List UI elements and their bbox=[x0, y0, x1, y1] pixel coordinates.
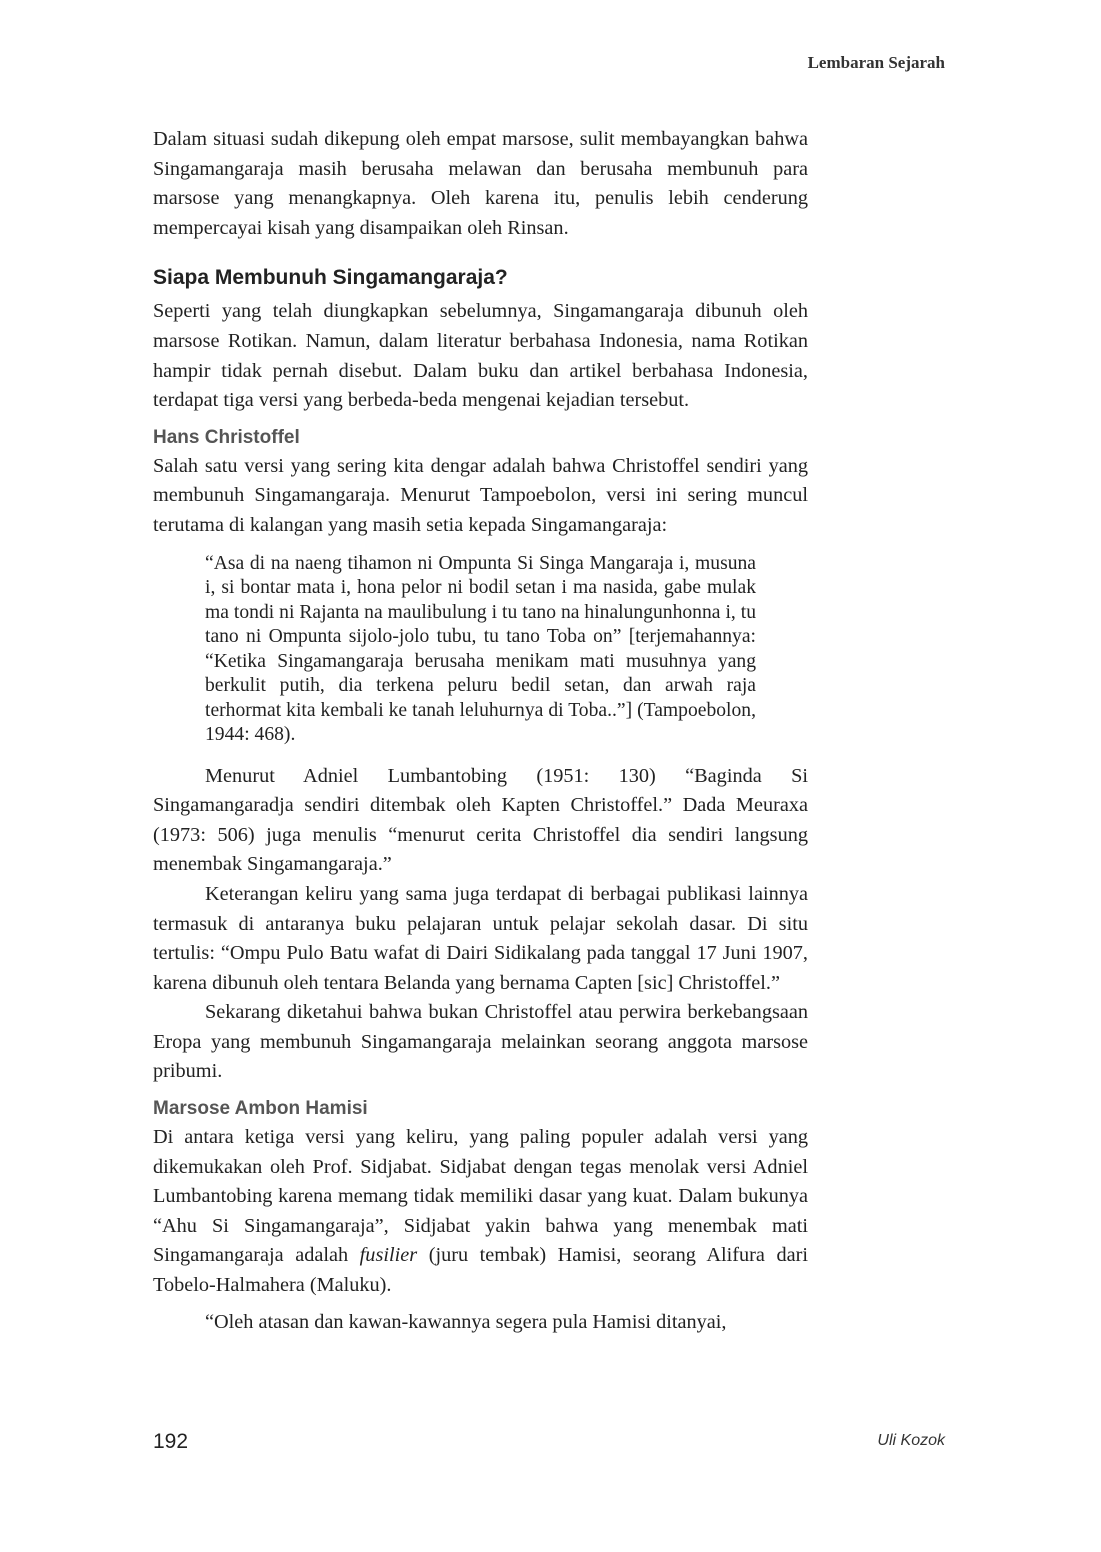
paragraph: “Oleh atasan dan kawan-kawannya segera pula Hamisi ditanyai, bbox=[205, 1310, 727, 1333]
body-text bbox=[153, 125, 808, 1337]
subsection-heading: Hans Christoffel bbox=[153, 426, 300, 448]
section-heading: Siapa Membunuh Singamangaraja? bbox=[153, 266, 508, 290]
paragraph: Keterangan keliru yang sama juga terdapat di berbagai publikasi lainnya termasuk di antaranya buku pelajaran untuk pelajar sekolah dasar. Di situ tertulis: “Ompu Pulo Batu wafat di Dairi Sidikalang pada tanggal 17 Juni 1907, karena dibunuh oleh tentara Belanda yang bernama Capten [sic] Christoffel.” bbox=[153, 882, 808, 994]
footer-author: Uli Kozok bbox=[877, 1432, 945, 1449]
block-quote: “Asa di na naeng tihamon ni Ompunta Si Singa Mangaraja i, musuna i, si bontar mata i, hona pelor ni bodil setan i ma nasida, gabe mulak ma tondi ni Rajanta na maulibulung i tu tano na hinalungunhonna i, tu tano ni Ompunta sijolo-jolo tubu, tu tano Toba on” [terjemahannya: “Ketika Singamangaraja berusaha menikam mati musuhnya yang berkulit putih, dia terkena peluru bedil setan, dan arwah raja terhormat kita kembali ke tanah leluhurnya di Toba..”] (Tampoebolon, 1944: 468). bbox=[205, 552, 756, 746]
italic-term: fusilier bbox=[359, 1244, 418, 1267]
paragraph bbox=[153, 1123, 808, 1301]
paragraph: Salah satu versi yang sering kita dengar adalah bahwa Christoffel sendiri yang membunuh Singamangaraja. Menurut Tampoebolon, versi ini sering muncul terutama di kalangan yang masih setia kepada Singamangaraja: bbox=[153, 454, 808, 536]
running-header: Lembaran Sejarah bbox=[807, 53, 945, 72]
paragraph: Sekarang diketahui bahwa bukan Christoffel atau perwira berkebangsaan Eropa yang membunuh Singamangaraja melainkan seorang anggota marsose pribumi. bbox=[153, 1001, 808, 1083]
paragraph-text: Di antara ketiga versi yang keliru, yang paling populer adalah versi yang dikemukakan oleh Prof. Sidjabat. Sidjabat dengan tegas menolak versi Adniel Lumbantobing karena memang tidak memiliki dasar yang kuat. Dalam bukunya “Ahu Si Singamangaraja”, Sidjabat yakin bahwa yang menembak mati Singamangaraja adalah bbox=[153, 1126, 808, 1267]
paragraph: Dalam situasi sudah dikepung oleh empat marsose, sulit membayangkan bahwa Singamangaraja masih berusaha melawan dan berusaha membunuh para marsose yang menangkapnya. Oleh karena itu, penulis lebih cenderung mempercayai kisah yang disampaikan oleh Rinsan. bbox=[153, 128, 808, 239]
subsection-heading: Marsose Ambon Hamisi bbox=[153, 1098, 368, 1120]
paragraph: Seperti yang telah diungkapkan sebelumnya, Singamangaraja dibunuh oleh marsose Rotikan. Namun, dalam literatur berbahasa Indonesia, nama Rotikan hampir tidak pernah disebut. Dalam buku dan artikel berbahasa Indonesia, terdapat tiga versi yang berbeda-beda mengenai kejadian tersebut. bbox=[153, 300, 808, 412]
paragraph-text: (juru tembak) Hamisi, seorang Alifura dari Tobelo-Halmahera (Maluku). bbox=[153, 1244, 808, 1297]
page-number: 192 bbox=[153, 1430, 189, 1453]
paragraph: Menurut Adniel Lumbantobing (1951: 130) “Baginda Si Singamangaradja sendiri ditembak oleh Kapten Christoffel.” Dada Meuraxa (1973: 506) juga menulis “menurut cerita Christoffel dia sendiri langsung menembak Singamangaraja.” bbox=[153, 764, 808, 876]
